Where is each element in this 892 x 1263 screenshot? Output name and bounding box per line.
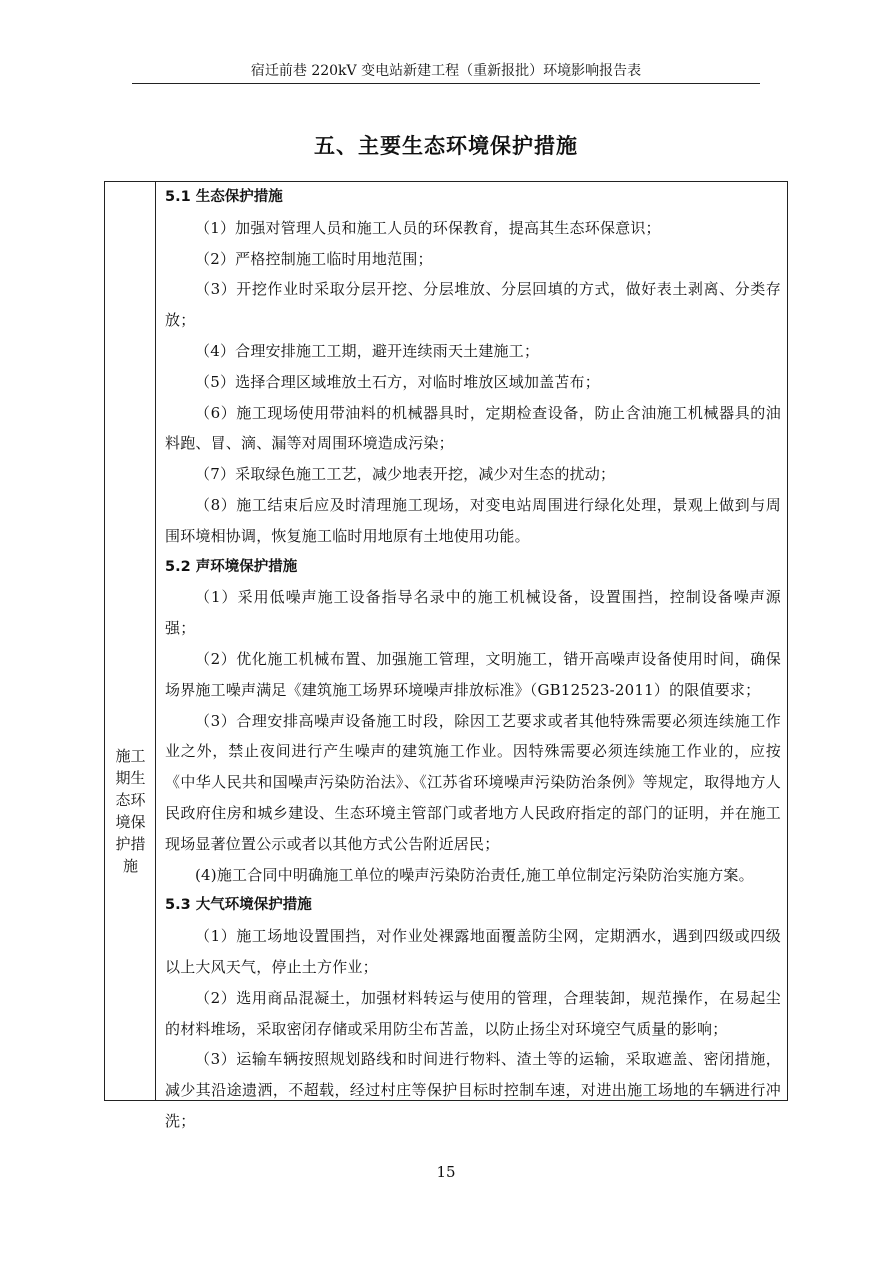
section-heading: 5.3 大气环境保护措施 — [165, 897, 312, 914]
paragraph: (4)施工合同中明确施工单位的噪声污染防治责任,施工单位制定污染防治实施方案。 — [195, 865, 754, 884]
page-number: 15 — [436, 1163, 456, 1181]
page-title: 五、主要生态环境保护措施 — [314, 134, 578, 158]
paragraph: （3）开挖作业时采取分层开挖、分层堆放、分层回填的方式，做好表土剥离、分类存放； — [165, 280, 781, 330]
paragraph: （1）采用低噪声施工设备指导名录中的施工机械设备，设置围挡，控制设备噪声源强； — [165, 588, 781, 638]
paragraph: （3）合理安排高噪声设备施工时段，除因工艺要求或者其他特殊需要必须连续施工作业之外，禁止夜间进行产生噪声的建筑施工作业。因特殊需要必须连续施工作业的，应按《中华人民共和国噪声污染防治法》、《江苏省环境噪声污染防治条例》等规定，取得地方人民政府住房和城乡建设、生态环境主管部门或者地方人民政府指定的部门的证明，并在施工现场显著位置公示或者以其他方式公告附近居民； — [165, 711, 781, 853]
section-heading: 5.2 声环境保护措施 — [165, 558, 298, 575]
category-label-line: 施 — [122, 857, 138, 875]
paragraph: （7）采取绿色施工工艺，减少地表开挖，减少对生态的扰动； — [195, 465, 616, 484]
category-label-line: 施工 — [115, 747, 146, 765]
paragraph: （8）施工结束后应及时清理施工现场，对变电站周围进行绿化处理，景观上做到与周围环境相协调，恢复施工临时用地原有土地使用功能。 — [165, 495, 781, 545]
paragraph: （3）运输车辆按照规划路线和时间进行物料、渣土等的运输，采取遮盖、密闭措施，减少其沿途遗洒，不超载，经过村庄等保护目标时控制车速，对进出施工场地的车辆进行冲洗； — [165, 1050, 781, 1130]
category-label-line: 境保 — [115, 813, 146, 831]
paragraph: （1）加强对管理人员和施工人员的环保教育，提高其生态环保意识； — [195, 218, 661, 237]
category-label — [105, 745, 156, 877]
header-rule — [132, 83, 760, 84]
measures-table — [104, 181, 788, 1130]
paragraph: （5）选择合理区域堆放土石方，对临时堆放区域加盖苫布； — [195, 372, 600, 391]
category-column — [105, 182, 156, 1100]
measures-content — [165, 182, 781, 1137]
paragraph: （2）严格控制施工临时用地范围； — [195, 249, 433, 268]
paragraph: （6）施工现场使用带油料的机械器具时，定期检查设备，防止含油施工机械器具的油料跑、冒、滴、漏等对周围环境造成污染； — [165, 403, 781, 453]
section-heading: 5.1 生态保护措施 — [165, 189, 283, 205]
category-label-line: 护措 — [115, 835, 146, 853]
paragraph: （1）施工场地设置围挡，对作业处裸露地面覆盖防尘网，定期洒水，遇到四级或四级以上大风天气，停止土方作业； — [165, 927, 781, 976]
category-label-line: 态环 — [115, 791, 146, 809]
paragraph: （2）优化施工机械布置、加强施工管理，文明施工，错开高噪声设备使用时间，确保场界施工噪声满足《建筑施工场界环境噪声排放标准》（GB12523-2011）的限值要求； — [165, 649, 781, 699]
paragraph: （2）选用商品混凝土，加强材料转运与使用的管理，合理装卸，规范操作，在易起尘的材料堆场，采取密闭存储或采用防尘布苫盖，以防止扬尘对环境空气质量的影响； — [165, 988, 781, 1038]
running-header: 宿迁前巷 220kV 变电站新建工程（重新报批）环境影响报告表 — [250, 63, 642, 79]
category-label-line: 期生 — [115, 769, 146, 787]
paragraph: （4）合理安排施工工期，避开连续雨天土建施工； — [195, 341, 540, 360]
